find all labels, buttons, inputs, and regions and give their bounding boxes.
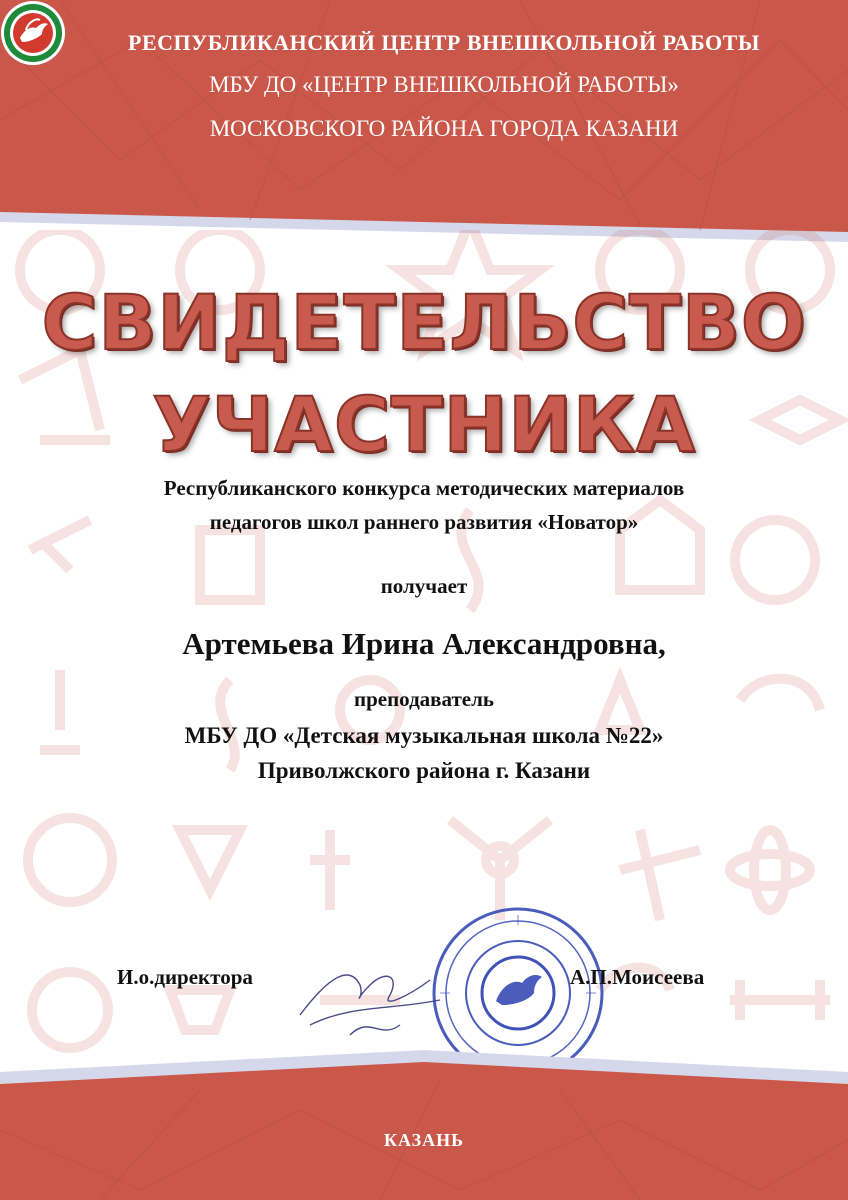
certificate-title-line-2: УЧАСТНИКА bbox=[152, 380, 696, 469]
city-label: КАЗАНЬ bbox=[383, 1130, 464, 1150]
recipient-name: Артемьева Ирина Александровна, bbox=[182, 626, 666, 661]
school-line-1: МБУ ДО «Детская музыкальная школа №22» bbox=[184, 723, 664, 748]
signatory-role: И.о.директора bbox=[117, 965, 253, 989]
school-line-2: Приволжского района г. Казани bbox=[257, 758, 591, 783]
contest-line-2: педагогов школ раннего развития «Новатор» bbox=[209, 510, 639, 534]
signature-icon bbox=[290, 945, 450, 1045]
org-line-3: МОСКОВСКОГО РАЙОНА ГОРОДА КАЗАНИ bbox=[209, 116, 679, 141]
footer-band bbox=[0, 1050, 848, 1200]
org-line-1: РЕСПУБЛИКАНСКИЙ ЦЕНТР ВНЕШКОЛЬНОЙ РАБОТЫ bbox=[128, 30, 760, 55]
contest-line-1: Республиканского конкурса методических материалов bbox=[163, 476, 685, 500]
org-line-2: МБУ ДО «ЦЕНТР ВНЕШКОЛЬНОЙ РАБОТЫ» bbox=[209, 72, 679, 97]
footer-band-shape bbox=[0, 1050, 848, 1200]
signatory-name: А.П.Моисеева bbox=[570, 965, 705, 989]
header-band bbox=[0, 0, 848, 250]
recipient-position: преподаватель bbox=[353, 687, 495, 711]
receives-label: получает bbox=[380, 574, 468, 598]
certificate-title-line-1: СВИДЕТЕЛЬСТВО bbox=[41, 278, 807, 367]
